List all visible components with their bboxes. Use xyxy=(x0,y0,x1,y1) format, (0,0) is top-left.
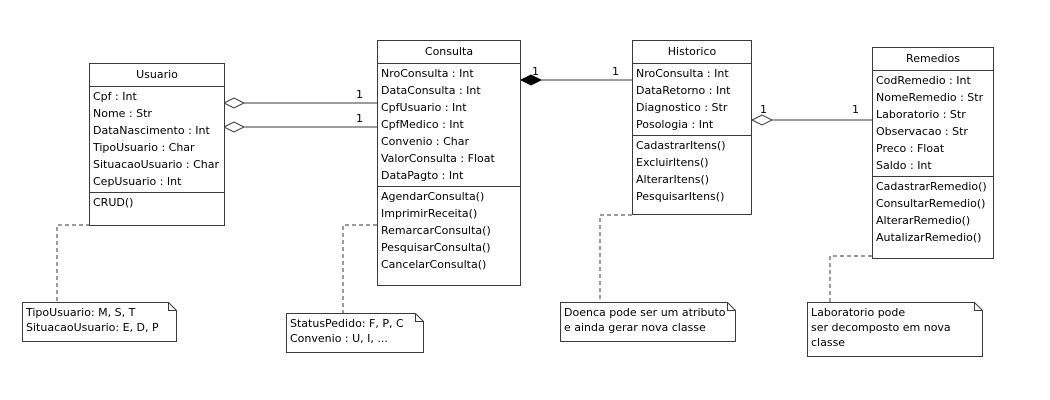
operation: CRUD() xyxy=(93,196,134,209)
attribute: Laboratorio : Str xyxy=(876,108,966,121)
note-text: classe xyxy=(811,336,846,349)
attribute: DataPagto : Int xyxy=(381,169,464,182)
attribute: CpfUsuario : Int xyxy=(381,101,467,114)
class-name: Consulta xyxy=(378,41,520,64)
attribute: DataRetorno : Int xyxy=(636,84,731,97)
attribute: ValorConsulta : Float xyxy=(381,152,495,165)
attribute: CpfMedico : Int xyxy=(381,118,464,131)
attributes-section xyxy=(378,64,520,186)
operations-section xyxy=(633,135,751,207)
note-anchor-usuario xyxy=(57,225,90,302)
operation: AlterarItens() xyxy=(636,173,710,186)
note-anchor-consulta xyxy=(343,225,377,313)
attribute: Preco : Float xyxy=(876,142,945,155)
attribute: Cpf : Int xyxy=(93,90,137,103)
multiplicity-label: 1 xyxy=(852,103,859,116)
class-name: Usuario xyxy=(90,64,224,87)
aggregation-diamond-icon xyxy=(752,115,772,125)
operations-section xyxy=(378,186,520,275)
operation: PesquisarItens() xyxy=(636,190,725,203)
operation: CadastrarRemedio() xyxy=(876,180,987,193)
attribute: Diagnostico : Str xyxy=(636,101,728,114)
note-text: StatusPedido: F, P, C xyxy=(290,317,404,330)
attribute: DataNascimento : Int xyxy=(93,124,210,137)
attribute: CepUsuario : Int xyxy=(93,175,182,188)
attribute: CodRemedio : Int xyxy=(876,74,971,87)
attribute: NomeRemedio : Str xyxy=(876,91,984,104)
note-text: ser decomposto em nova xyxy=(811,321,951,334)
operation: PesquisarConsulta() xyxy=(381,241,491,254)
note-anchor-historico xyxy=(600,215,632,302)
operation: AgendarConsulta() xyxy=(381,190,485,203)
note-text: SituacaoUsuario: E, D, P xyxy=(26,321,159,334)
multiplicity-label: 1 xyxy=(356,88,363,101)
class-historico[interactable] xyxy=(632,40,752,215)
note-anchor-remedios xyxy=(830,256,872,302)
attributes-section xyxy=(633,64,751,135)
note-usuario[interactable] xyxy=(22,302,177,342)
attribute: Convenio : Char xyxy=(381,135,470,148)
attribute: TipoUsuario : Char xyxy=(93,141,195,154)
attribute: DataConsulta : Int xyxy=(381,84,481,97)
multiplicity-label: 1 xyxy=(356,112,363,125)
attribute: Nome : Str xyxy=(93,107,152,120)
operation: AlterarRemedio() xyxy=(876,214,971,227)
note-text: Convenio : U, I, ... xyxy=(290,332,388,345)
attribute: NroConsulta : Int xyxy=(381,67,474,80)
operation: CadastrarItens() xyxy=(636,139,726,152)
attribute: SituacaoUsuario : Char xyxy=(93,158,220,171)
multiplicity-label: 1 xyxy=(760,103,767,116)
note-historico[interactable] xyxy=(560,302,736,342)
attribute: NroConsulta : Int xyxy=(636,67,729,80)
class-remedios[interactable] xyxy=(872,47,994,259)
attributes-section xyxy=(90,87,224,192)
note-text: e ainda gerar nova classe xyxy=(564,321,706,334)
operation: ExcluirItens() xyxy=(636,156,709,169)
class-name: Remedios xyxy=(873,48,993,71)
multiplicity-label: 1 xyxy=(612,65,619,78)
note-text: Doenca pode ser um atributo xyxy=(564,306,726,319)
attribute: Posologia : Int xyxy=(636,118,714,131)
operation: AutalizarRemedio() xyxy=(876,231,982,244)
class-consulta[interactable] xyxy=(377,40,521,286)
aggregation-diamond-icon xyxy=(224,122,244,132)
note-remedios[interactable] xyxy=(807,302,983,357)
operations-section xyxy=(90,192,224,213)
note-text: Laboratorio pode xyxy=(811,306,906,319)
aggregation-diamond-icon xyxy=(224,98,244,108)
operations-section xyxy=(873,176,993,248)
note-text: TipoUsuario: M, S, T xyxy=(26,306,136,319)
attribute: Observacao : Str xyxy=(876,125,968,138)
operation: ConsultarRemedio() xyxy=(876,197,986,210)
operation: RemarcarConsulta() xyxy=(381,224,491,237)
multiplicity-label: 1 xyxy=(532,65,539,78)
class-name: Historico xyxy=(633,41,751,64)
attributes-section xyxy=(873,71,993,176)
class-usuario[interactable] xyxy=(89,63,225,226)
operation: CancelarConsulta() xyxy=(381,258,487,271)
attribute: Saldo : Int xyxy=(876,159,932,172)
note-consulta[interactable] xyxy=(286,313,424,353)
operation: ImprimirReceita() xyxy=(381,207,478,220)
